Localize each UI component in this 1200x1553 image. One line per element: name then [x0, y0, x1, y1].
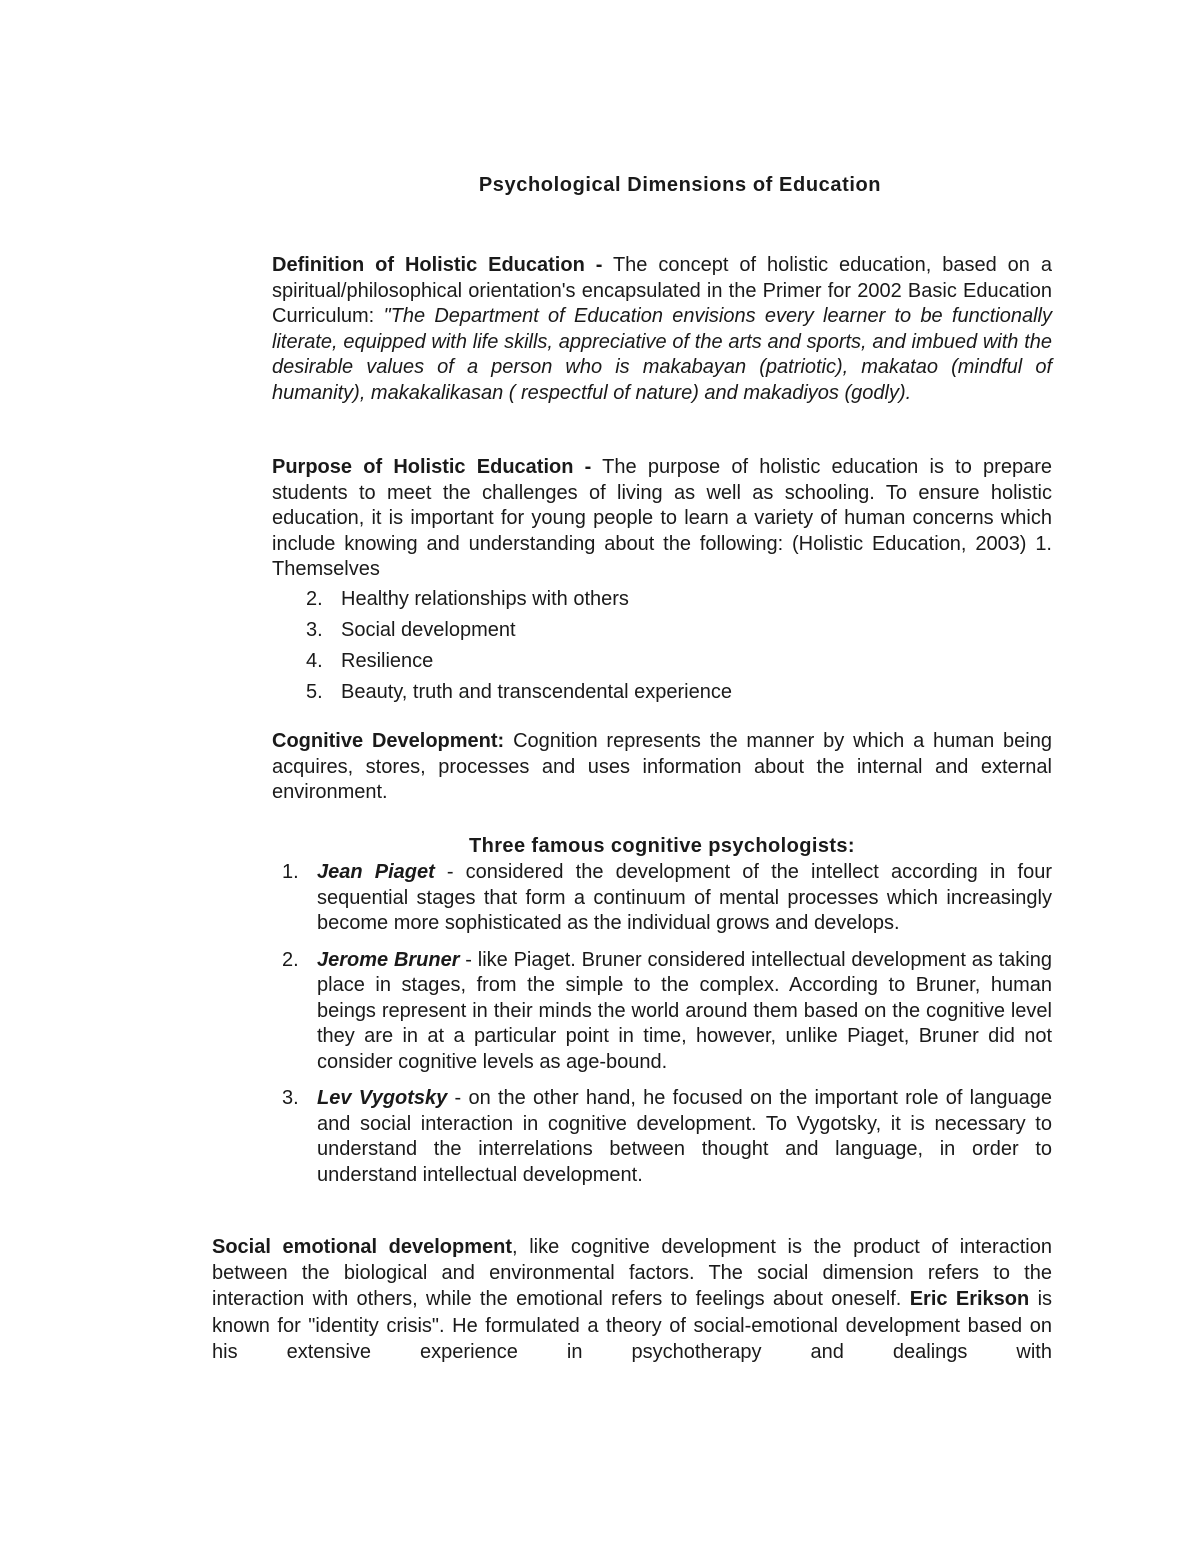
- list-item: [272, 1086, 1052, 1188]
- purpose-heading: Purpose of Holistic Education -: [272, 456, 592, 478]
- psychologists-heading: Three famous cognitive psychologists:: [469, 835, 855, 857]
- list-number: 5.: [306, 681, 323, 703]
- list-item-text: Healthy relationships with others: [341, 588, 629, 610]
- social-text: , like cognitive development is the product of interaction between the biological and environmental factors. The social dimension refers to the interaction with others, while the emotional refers to feelings about oneself.: [212, 1236, 1052, 1311]
- definition-text: The concept of holistic education, based on a spiritual/philosophical orientation's encapsulated in the Primer for 2002 Basic Education Curriculum:: [272, 254, 1052, 327]
- purpose-list: [272, 587, 1052, 711]
- list-item-text: Social development: [341, 619, 516, 641]
- list-item: [272, 680, 1052, 711]
- list-item: [272, 618, 1052, 649]
- list-item: [272, 649, 1052, 680]
- psychologist-description: - on the other hand, he focused on the important role of language and social interaction in cognitive development. To Vygotsky, it is necessary to understand the interrelations between thought and language, in order to understand intellectual development.: [317, 1087, 1052, 1186]
- psychologist-name: Jerome Bruner: [317, 948, 460, 971]
- erikson-name: Eric Erikson: [909, 1288, 1030, 1311]
- list-item: [272, 948, 1052, 1076]
- psychologist-name: Lev Vygotsky: [317, 1087, 448, 1109]
- list-item: [272, 860, 1052, 937]
- definition-heading: Definition of Holistic Education -: [272, 254, 603, 276]
- erikson-text: is known for "identity crisis". He formulated a theory of social-emotional development based on his extensive experience in psychotherapy and dealings with: [212, 1288, 1053, 1363]
- definition-quote: "The Department of Education envisions every learner to be functionally literate, equipped with life skills, appreciative of the arts and sports, and imbued with the desirable values of a person who is makabayan (patriotic), makatao (mindful of humanity), makakalikasan ( respectful of nature) and makadiyos (godly).: [272, 305, 1052, 404]
- list-item: [272, 587, 1052, 618]
- psychologists-list: [272, 860, 1052, 1188]
- list-number: 3.: [282, 1087, 299, 1109]
- cognitive-text: Cognition represents the manner by which a human being acquires, stores, processes and uses information about the internal and external environment.: [272, 730, 1052, 803]
- cognitive-heading: Cognitive Development:: [272, 730, 505, 752]
- psychologist-description: - like Piaget. Bruner considered intellectual development as taking place in stages, from the simple to the complex. According to Bruner, human beings represent in their minds the world around them based on the cognitive level they are in at a particular point in time, however, unlike Piaget, Bruner did not consider cognitive levels as age-bound.: [317, 948, 1052, 1073]
- list-item-text: Resilience: [341, 650, 434, 672]
- social-heading: Social emotional development: [212, 1236, 512, 1258]
- purpose-paragraph: [272, 455, 1052, 583]
- definition-paragraph: [272, 253, 1052, 406]
- psychologist-description: - considered the development of the intellect according in four sequential stages that form a continuum of mental processes which increasingly become more sophisticated as the individual grows and develops.: [317, 861, 1052, 934]
- list-number: 1.: [282, 861, 299, 883]
- list-number: 4.: [306, 650, 323, 672]
- cognitive-paragraph: [272, 729, 1052, 806]
- list-number: 2.: [306, 588, 323, 610]
- social-emotional-paragraph: [212, 1234, 1052, 1365]
- list-item-text: Beauty, truth and transcendental experience: [341, 681, 732, 703]
- list-number: 2.: [282, 948, 299, 971]
- page-title: Psychological Dimensions of Education: [478, 174, 882, 196]
- purpose-text: The purpose of holistic education is to prepare students to meet the challenges of living as well as schooling. To ensure holistic education, it is important for young people to learn a variety of human concerns which include knowing and understanding about the following: (Holistic Education, 2003) 1. Themselves: [272, 456, 1052, 580]
- psychologist-name: Jean Piaget: [317, 861, 435, 883]
- list-number: 3.: [306, 619, 323, 641]
